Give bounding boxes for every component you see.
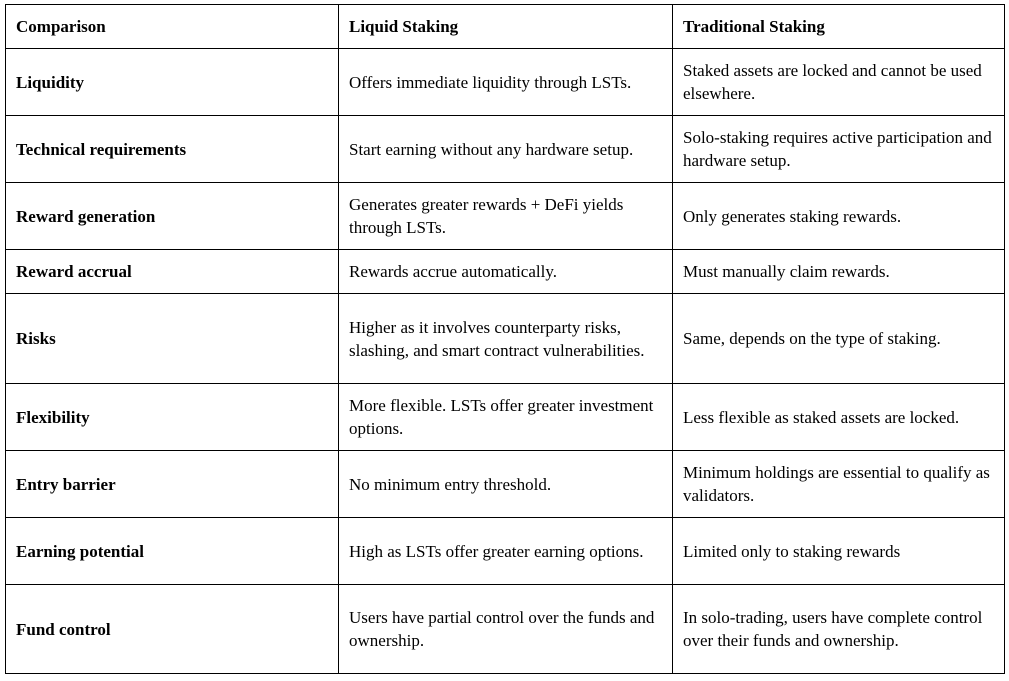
table-row	[6, 384, 1005, 451]
liquid-staking-cell: Higher as it involves counterparty risks, slashing, and smart contract vulnerabilities.	[339, 294, 673, 384]
header-comparison: Comparison	[6, 5, 339, 49]
table-row	[6, 183, 1005, 250]
row-label: Technical requirements	[6, 116, 339, 183]
table-row	[6, 585, 1005, 674]
row-label: Reward accrual	[6, 250, 339, 294]
row-label: Earning potential	[6, 518, 339, 585]
table-row	[6, 451, 1005, 518]
row-label: Entry barrier	[6, 451, 339, 518]
liquid-staking-cell: Generates greater rewards + DeFi yields through LSTs.	[339, 183, 673, 250]
traditional-staking-cell: In solo-trading, users have complete control over their funds and ownership.	[673, 585, 1005, 674]
traditional-staking-cell: Solo-staking requires active participation and hardware setup.	[673, 116, 1005, 183]
liquid-staking-cell: Users have partial control over the funds and ownership.	[339, 585, 673, 674]
traditional-staking-cell: Limited only to staking rewards	[673, 518, 1005, 585]
comparison-table	[5, 4, 1005, 674]
header-liquid-staking: Liquid Staking	[339, 5, 673, 49]
table-row	[6, 294, 1005, 384]
liquid-staking-cell: More flexible. LSTs offer greater investment options.	[339, 384, 673, 451]
row-label: Fund control	[6, 585, 339, 674]
liquid-staking-cell: Rewards accrue automatically.	[339, 250, 673, 294]
traditional-staking-cell: Only generates staking rewards.	[673, 183, 1005, 250]
table-row	[6, 250, 1005, 294]
liquid-staking-cell: Start earning without any hardware setup.	[339, 116, 673, 183]
row-label: Reward generation	[6, 183, 339, 250]
liquid-staking-cell: Offers immediate liquidity through LSTs.	[339, 49, 673, 116]
traditional-staking-cell: Minimum holdings are essential to qualify as validators.	[673, 451, 1005, 518]
liquid-staking-cell: High as LSTs offer greater earning options.	[339, 518, 673, 585]
table-row	[6, 518, 1005, 585]
row-label: Flexibility	[6, 384, 339, 451]
liquid-staking-cell: No minimum entry threshold.	[339, 451, 673, 518]
traditional-staking-cell: Must manually claim rewards.	[673, 250, 1005, 294]
header-traditional-staking: Traditional Staking	[673, 5, 1005, 49]
row-label: Risks	[6, 294, 339, 384]
traditional-staking-cell: Same, depends on the type of staking.	[673, 294, 1005, 384]
table-row	[6, 116, 1005, 183]
header-row	[6, 5, 1005, 49]
table-row	[6, 49, 1005, 116]
traditional-staking-cell: Less flexible as staked assets are locked.	[673, 384, 1005, 451]
traditional-staking-cell: Staked assets are locked and cannot be used elsewhere.	[673, 49, 1005, 116]
row-label: Liquidity	[6, 49, 339, 116]
